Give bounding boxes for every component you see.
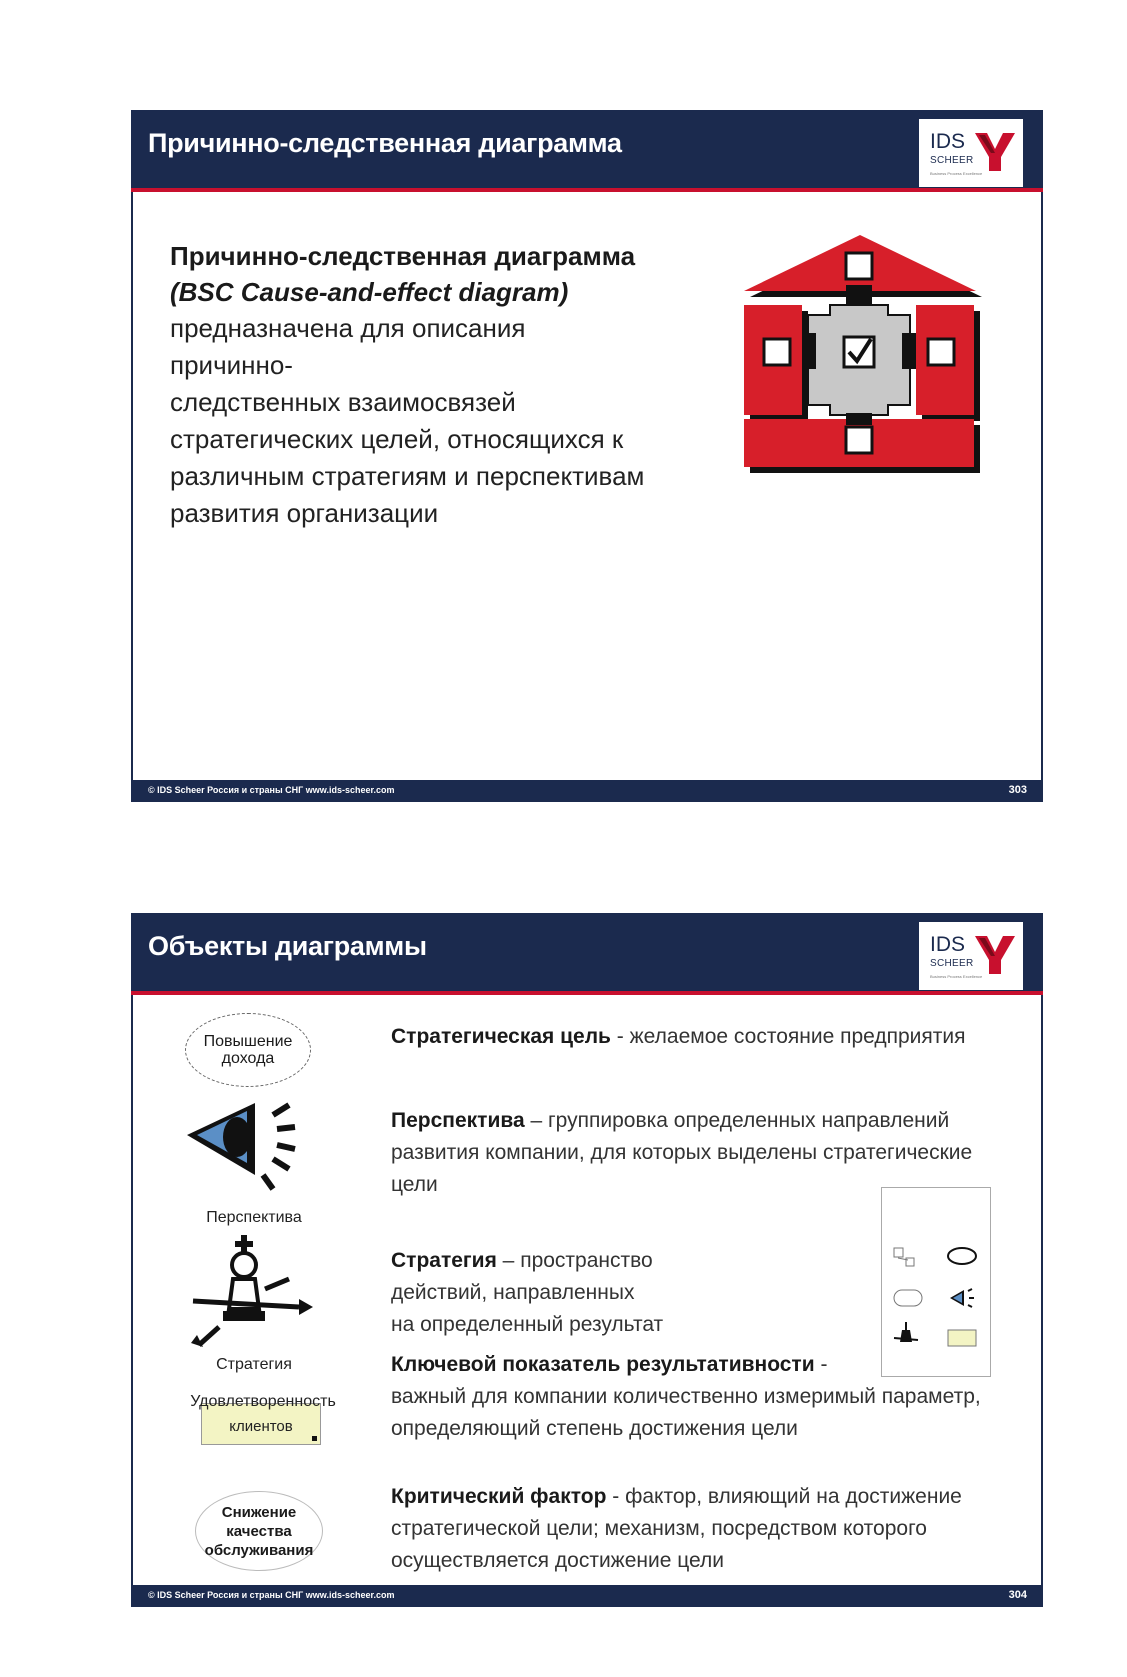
logo-y-icon: [975, 934, 1015, 974]
slide-header: [131, 913, 1043, 995]
page-number: 303: [1008, 784, 1027, 796]
slide-303: [131, 110, 1043, 802]
logo-y-icon: [975, 131, 1015, 171]
perspective-eye-icon: [185, 1095, 315, 1205]
critical-factor-ellipse: Снижение качества обслуживания: [195, 1491, 323, 1571]
palette-connector-icon[interactable]: [894, 1248, 914, 1266]
palette-ellipse-icon[interactable]: [948, 1248, 976, 1264]
palette-perspective-icon[interactable]: [950, 1289, 974, 1307]
page-number: 304: [1008, 1589, 1027, 1601]
palette-rounded-rect-icon[interactable]: [894, 1290, 922, 1306]
item-kpi: Ключевой показатель результативности - важный для компании количественно измеримый параметр, определяющий степень достижения цели: [391, 1353, 981, 1440]
palette-strategy-icon[interactable]: [894, 1322, 918, 1342]
slide-title: Объекты диаграммы: [148, 931, 427, 961]
slide-title: Причинно-следственная диаграмма: [148, 128, 622, 158]
item-perspective: Перспектива – группировка определенных направлений развития компании, для которых выделены стратегические цели: [391, 1109, 973, 1196]
ids-scheer-logo: IDS SCHEER Business Process Excellence: [919, 922, 1023, 990]
perspective-label: Перспектива: [206, 1209, 302, 1226]
bsc-house-icon: [738, 235, 988, 475]
kpi-marker-icon: [312, 1436, 317, 1441]
palette-kpi-icon[interactable]: [948, 1330, 976, 1346]
item-critical-factor: Критический фактор - фактор, влияющий на достижение стратегической цели; механизм, посредством которого осуществляется достижение цели: [391, 1485, 962, 1572]
item-strategic-goal: Стратегическая цель - желаемое состояние предприятия: [391, 1025, 966, 1048]
kpi-label-line1: Удовлетворенность: [190, 1393, 336, 1410]
slide-footer: [131, 1585, 1043, 1607]
strategy-label: Стратегия: [216, 1356, 292, 1373]
slide-footer: [131, 780, 1043, 802]
slide-heading: Причинно-следственная диаграмма: [170, 241, 636, 271]
kpi-label-line2: клиентов: [229, 1418, 293, 1435]
slide-304: [131, 913, 1043, 1607]
slide-body: предназначена для описания причинно- следственных взаимосвязей стратегических целей, относящихся к различным стратегиям и перспективам развития организации: [170, 313, 645, 528]
strategic-goal-ellipse: Повышение дохода: [185, 1013, 311, 1087]
item-strategy: Стратегия – пространство действий, направленных на определенный результат: [391, 1249, 664, 1336]
slide-subheading: (BSC Cause-and-effect diagram): [170, 277, 569, 307]
footer-copyright: © IDS Scheer Россия и страны СНГ www.ids-scheer.com: [148, 785, 395, 795]
ids-scheer-logo: IDS SCHEER Business Process Excellence: [919, 119, 1023, 187]
strategy-chess-icon: [189, 1235, 319, 1355]
object-palette: [881, 1187, 991, 1377]
footer-copyright: © IDS Scheer Россия и страны СНГ www.ids-scheer.com: [148, 1590, 395, 1600]
slide-header: [131, 110, 1043, 192]
